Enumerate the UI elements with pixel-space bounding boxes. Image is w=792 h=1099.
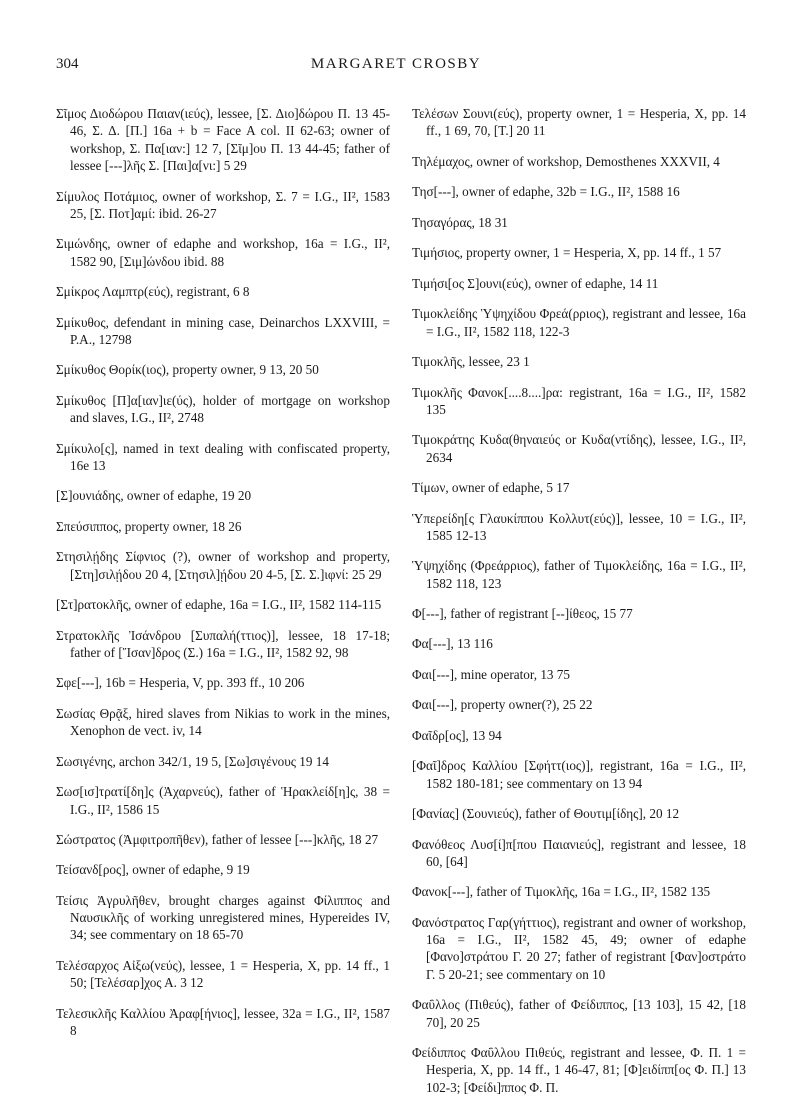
index-entry: Φανοκ[---], father of Τιμοκλῆς, 16a = I.G., II², 1582 135: [412, 884, 711, 900]
index-entry: Στησιλῄδης Σίφνιος (?), owner of workshop and property, [Στη]σιλῄδου 20 4, [Στησιλ]ῄδου 20 4-5, [Σ. Σ.]ιφνί: 25 29: [56, 549, 390, 582]
index-entry: Στρατοκλῆς Ἰσάνδρου [Συπαλή(ττιος)], lessee, 18 17-18; father of [Ἴσαν]δρος (Σ.) 16a = I.G., II², 1582 92, 98: [56, 627, 390, 660]
index-entry: Τελέσαρχος Αἰξω(νεύς), lessee, 1 = Hesperia, X, pp. 14 ff., 1 50; [Τελέσαρ]χος Α. 3 12: [56, 957, 390, 991]
index-entry: Ὑψηχίδης (Φρεάρριος), father of Τιμοκλείδης, 16a = I.G., II², 1582 118, 123: [412, 558, 746, 591]
index-entry: Φαΰλλος (Πιθεύς), father of Φείδιππος, [13 103], 15 42, [18 70], 20 25: [412, 997, 746, 1030]
index-entry: Σμίκυθος [Π]α[ιαν]ιε(ύς), holder of mortgage on workshop and slaves, I.G., II², 2748: [56, 392, 390, 426]
index-entry: Σίμυλος Ποτάμιος, owner of workshop, Σ. 7 = I.G., II², 1583 25, [Σ. Ποτ]αμί: ibid. 26-27: [56, 188, 390, 221]
index-entry: Τείσανδ[ρος], owner of edaphe, 9 19: [56, 862, 250, 878]
index-entry: [Φαῖ]δρος Καλλίου [Σφήττ(ιος)], registrant, 16a = I.G., II², 1582 180-181; see commentary on 13 94: [412, 758, 746, 791]
index-entry: Τιμοκλείδης Ὑψηχίδου Φρεά(ρριος), registrant and lessee, 16a = I.G., II², 1582 118, 122-3: [412, 306, 746, 339]
index-entry: Τηλέμαχος, owner of workshop, Demosthenes XXXVII, 4: [412, 153, 720, 169]
index-entry: [Σ]ουνιάδης, owner of edaphe, 19 20: [56, 488, 252, 504]
index-entry: Φαῖδρ[ος], 13 94: [412, 727, 502, 743]
index-entry: Ὑπερείδη[ς Γλαυκίππου Κολλυτ(εύς)], lessee, 10 = I.G., II², 1585 12-13: [412, 510, 746, 543]
index-entry: Σμίκυθος, defendant in mining case, Deinarchos LXXVIII, = P.A., 12798: [56, 314, 390, 347]
index-entry: Σπεύσιππος, property owner, 18 26: [56, 518, 242, 534]
index-entry: Τησαγόρας, 18 31: [412, 214, 508, 230]
index-entry: Φείδιππος Φαΰλλου Πιθεύς, registrant and lessee, Φ. Π. 1 = Hesperia, X, pp. 14 ff., 1 46-47, 81; [Φ]ειδίππ[ος Φ. Π.] 13 102-3; [Φείδι]ππος Φ. Π.: [412, 1045, 746, 1095]
index-entry: Τιμοκλῆς, lessee, 23 1: [412, 354, 530, 370]
index-entry: Σωσ[ισ]τρατί[δη]ς (Ἀχαρνεύς), father of Ἡρακλείδ[η]ς, 38 = I.G., II², 1586 15: [56, 784, 390, 817]
index-entry: Φαι[---], mine operator, 13 75: [412, 666, 570, 682]
index-entry: [Φανίας] (Σουνιεύς), father of Θουτιμ[ίδης], 20 12: [412, 806, 680, 822]
index-entry: Τιμήσι[ος Σ]ουνι(εύς), owner of edaphe, 14 11: [412, 275, 659, 291]
right-column: [412, 92, 746, 1099]
index-entry: Τησ[---], owner of edaphe, 32b = I.G., II², 1588 16: [412, 184, 680, 200]
index-entry: Σμίκρος Λαμπτρ(εύς), registrant, 6 8: [56, 284, 250, 300]
index-entry: Σιμώνδης, owner of edaphe and workshop, 16a = I.G., II², 1582 90, [Σιμ]ώνδου ibid. 88: [56, 236, 390, 269]
index-entry: Τείσις Ἀγρυλῆθεν, brought charges against Φίλιππος and Ναυσικλῆς of working unregistered mines, Hypereides IV, 34; see commentary on 18 65-70: [56, 892, 390, 943]
index-entry: Τιμήσιος, property owner, 1 = Hesperia, X, pp. 14 ff., 1 57: [412, 245, 722, 261]
running-title: MARGARET CROSBY: [310, 56, 482, 72]
index-entry: [Στ]ρατοκλῆς, owner of edaphe, 16a = I.G., II², 1582 114-115: [56, 597, 382, 613]
index-entry: Φα[---], 13 116: [412, 636, 493, 652]
index-entry: Τιμοκράτης Κυδα(θηναιεύς or Κυδα(ντίδης), lessee, I.G., II², 2634: [412, 432, 746, 465]
index-entry: Σωσίας Θρᾷξ, hired slaves from Nikias to work in the mines, Xenophon de vect. iv, 14: [56, 705, 390, 739]
left-column: [56, 92, 390, 1042]
index-entry: Τίμων, owner of edaphe, 5 17: [412, 480, 570, 496]
index-entry: Τελέσων Σουνι(εύς), property owner, 1 = Hesperia, X, pp. 14 ff., 1 69, 70, [T.] 20 11: [412, 106, 746, 139]
index-entry: Φ[---], father of registrant [--]ίθεος, 15 77: [412, 605, 633, 621]
index-entry: Σώστρατος (Ἀμφιτροπῆθεν), father of lessee [---]κλῆς, 18 27: [56, 831, 379, 847]
index-entry: Φανόστρατος Γαρ(γήττιος), registrant and owner of workshop, 16a = I.G., II², 1582 45, 49; owner of edaphe [Φανο]στράτου Γ. 20 27; father of registrant [Φαν]οστράτο Γ. 5 20-21; see commentary on 10: [412, 914, 746, 982]
index-entry: Σμίκυθος Θορίκ(ιος), property owner, 9 13, 20 50: [56, 362, 319, 378]
index-entry: Φανόθεος Λυσ[ί]π[που Παιανιεύς], registrant and lessee, 18 60, [64]: [412, 836, 746, 869]
page-number: 304: [56, 56, 79, 72]
page-header: [56, 56, 736, 80]
index-entry: Σῖμος Διοδώρου Παιαν(ιεύς), lessee, [Σ. Διο]δώρου Π. 13 45-46, Σ. Δ. [Π.] 16a + b = Face A col. II 62-63; owner of workshop, Σ. Πα[ιαν:] 12 7, [Σῖμ]ου Π. 13 44-45; father of lessee [---]λῆς Σ. [Παι]α[νι:] 5 29: [56, 106, 390, 174]
index-entry: Σμίκυλο[ς], named in text dealing with confiscated property, 16e 13: [56, 440, 390, 473]
index-entry: Σωσιγένης, archon 342/1, 19 5, [Σω]σιγένους 19 14: [56, 753, 329, 769]
index-entry: Φαι[---], property owner(?), 25 22: [412, 697, 593, 713]
index-entry: Σφε[---], 16b = Hesperia, V, pp. 393 ff., 10 206: [56, 675, 305, 691]
index-entry: Τελεσικλῆς Καλλίου Ἀραφ[ήνιος], lessee, 32a = I.G., II², 1587 8: [56, 1005, 390, 1038]
index-entry: Τιμοκλῆς Φανοκ[....8....]ρα: registrant, 16a = I.G., II², 1582 135: [412, 384, 746, 417]
